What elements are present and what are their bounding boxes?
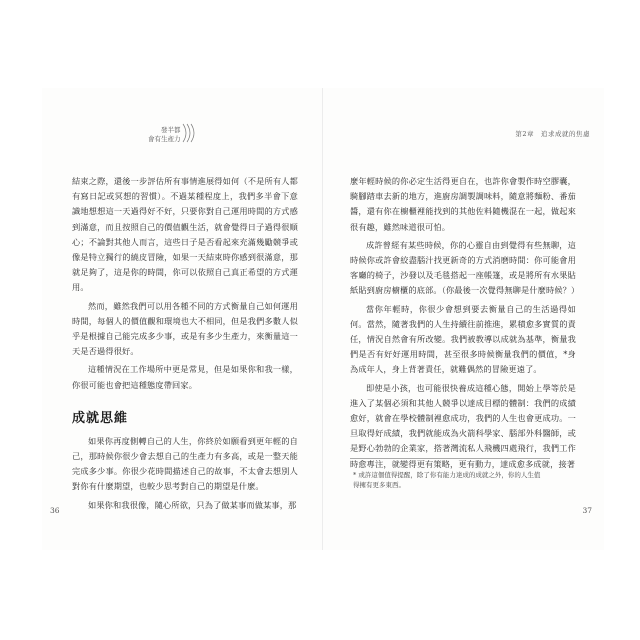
page-number: 37 xyxy=(582,506,592,515)
paragraph: 成許曾經有某些時候，你的心靈自由到覺得有些無聊，這時候你或許會絞盡腦汁找更新奇的方式消磨時間：你可能會用客廳的椅子，沙發以及毛毯搭起一座帳篷，或是將所有水果貼紙貼到廚房櫥櫃的底部。（你最後一次覺得無聊是什麼時候？） xyxy=(350,239,580,296)
left-body-text xyxy=(72,174,298,513)
running-head-line-1: 發半都 xyxy=(161,126,181,134)
footnote-divider xyxy=(350,458,550,459)
book-spread xyxy=(42,88,604,550)
footnote: * 或許這個值得提醒，除了你有能力達成的成就之外，你的人生值得擁有更多東西。 xyxy=(353,471,541,489)
paragraph: 如果你再度側轉自己的人生，你終於如願看到更年輕的自己，那時候你很少會去想自己的生產力有多高，或是一整天能完成多少事。你很少花時間描述自己的故事，不太會去想別人對你有什麼期望，也較少思考對自己的期望是什麼。 xyxy=(72,435,298,492)
paragraph: 麼年輕時候的你必定生活得更自在，也許你會製作時空膠囊，騎腳踏車去新的地方，進廚房調製調味料，隨意將麵粉、番茄醬，還有你在櫥櫃裡能找到的其他佐料隨機混在一起，做起來很有趣，雖然味道很可怕。 xyxy=(350,176,576,232)
running-head-line-2: 會有生產力 xyxy=(148,135,181,143)
right-page xyxy=(323,88,604,550)
section-heading: 成就思維 xyxy=(72,410,129,426)
paragraph: 如果你和我很像，隨心所欲，只為了做某事而做某事，那 xyxy=(88,499,297,510)
right-running-head: 第2章 追求成就的焦慮 xyxy=(515,130,590,138)
paragraph: 即使是小孩，也可能很快養成這種心態，開始上學等於是進入了某個必須和其他人競爭以達成目標的體制：我們的成績愈好，就會在學校體制裡愈成功，我們的人生也會更成功。一旦取得好成績，我們就能成為火箭科學家、腦部外科醫師，或是野心勃勃的企業家，搭著灣流私人飛機四處飛行，我們工作時愈專注，就變得更有策略，更有動力，達成愈多成就，接著 xyxy=(350,382,576,469)
left-running-head xyxy=(148,126,181,144)
left-page xyxy=(42,88,323,550)
paragraph: 這種情況在工作場所中更是常見，但是如果你和我一樣，你很可能也會把這種態度帶回家。 xyxy=(72,364,298,390)
paragraph: 然而，雖然我們可以用各種不同的方式衡量自己如何運用時間，每個人的價值觀和環境也大不相同，但是我們多數人似乎是根據自己能完成多少事，或是有多少生產力，來衡量這一天是否過得很好。 xyxy=(72,300,298,357)
paragraph: 當你年輕時，你很少會想到要去衡量自己的生活過得如何。當然，隨著我們的人生持續往前推進，累積愈多實質的責任，情況自然會有所改變。我們被教導以成就為基準，衡量我們是否有好好運用時間，甚至很多時候衡量我們的價值，*身為成年人，身上背著責任，就難偶然的冒險更遠了。 xyxy=(350,303,576,375)
right-body-text xyxy=(350,174,580,472)
page-number: 36 xyxy=(50,506,60,515)
running-head-arcs-ornament xyxy=(181,122,197,144)
paragraph: 結束之際，還後一步評估所有事情進展得如何（不是所有人都有寫日記或冥想的習慣）。不過某種程度上，我們多半會下意識地想想這一天過得好不好，只要你對自己運用時間的方式感到滿意，而且按照自己的價值觀生活，就會覺得日子過得很順心；不論對其他人而言，這些日子是否看起來充滿幾勵競爭或像是特立獨行的繞皮冒險，如果一天結束時你感到很滿意，那就足夠了，這是你的時間，你可以依照自己真正希望的方式運用。 xyxy=(72,176,298,293)
